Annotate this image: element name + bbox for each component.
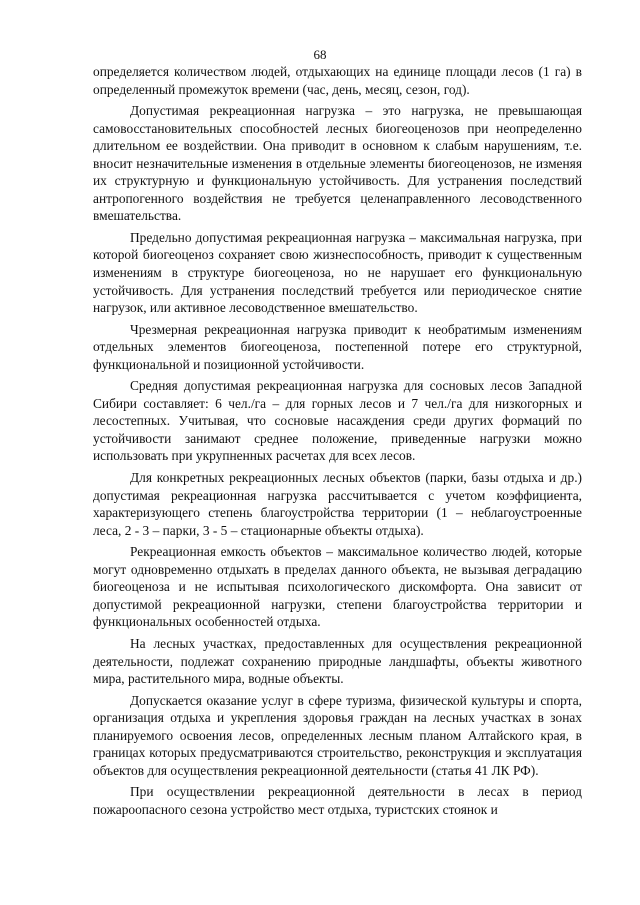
paragraph-average-load: Средняя допустимая рекреационная нагрузка для сосновых лесов Западной Сибири составляет: 6 чел./га – для горных лесов и 7 чел./га для низкогорных и лесостепных. Учитывая, что сосновые насаждения среди других формаций по устойчивости занимают среднее положение, приведенные нагрузки можно использовать при укрупненных расчетах для всех лесов. — [93, 378, 582, 464]
paragraph-specific-objects: Для конкретных рекреационных лесных объектов (парки, базы отдыха и др.) допустимая рекреационная нагрузка рассчитывается с учетом коэффициента, характеризующего степень благоустройства территории (1 – неблагоустроенные леса, 2 - 3 – парки, 3 - 5 – стационарные объекты отдыха). — [93, 470, 582, 538]
paragraph-recreational-capacity: Рекреационная емкость объектов – максимальное количество людей, которые могут одновременно отдыхать в пределах данного объекта, не вызывая деградацию биогеоценоза и не испытывая психологического дискомфорта. Она зависит от допустимой рекреационной нагрузки, степени благоустройства территории и функциональных особенностей отдыха. — [93, 544, 582, 630]
paragraph-permissible-load: Допустимая рекреационная нагрузка – это нагрузка, не превышающая самовосстановительных способностей лесных биогеоценозов при неопределенно длительном ее воздействии. Она приводит в основном к слабым нарушениям, т.е. вносит незначительные изменения в отдельные элементы биогеоценозов, не изменяя их структурную и функциональную устойчивость. Для устранения последствий антропогенного воздействия не требуется целенаправленного лесоводственного вмешательства. — [93, 103, 582, 224]
page-number: 68 — [313, 47, 327, 62]
paragraph-landscape-preservation: На лесных участках, предоставленных для осуществления рекреационной деятельности, подлежат сохранению природные ландшафты, объекты животного мира, растительного мира, водные объекты. — [93, 635, 582, 687]
document-body — [93, 63, 582, 822]
paragraph-fire-season: При осуществлении рекреационной деятельности в лесах в период пожароопасного сезона устройство мест отдыха, туристских стоянок и — [93, 784, 582, 817]
paragraph-allowed-services: Допускается оказание услуг в сфере туризма, физической культуры и спорта, организация отдыха и укрепления здоровья граждан на лесных участках в зонах планируемого освоения лесов, определенных лесным планом Алтайского края, в границах которых предусматриваются строительство, реконструкция и эксплуатация объектов для осуществления рекреационной деятельности (статья 41 ЛК РФ). — [93, 692, 582, 778]
paragraph-continuation: определяется количеством людей, отдыхающих на единице площади лесов (1 га) в определенный промежуток времени (час, день, месяц, сезон, год). — [93, 64, 582, 97]
paragraph-excessive-load: Чрезмерная рекреационная нагрузка приводит к необратимым изменениям отдельных элементов биогеоценоза, постепенной потере его структурной, функциональной и позиционной устойчивости. — [93, 321, 582, 372]
paragraph-max-permissible-load: Предельно допустимая рекреационная нагрузка – максимальная нагрузка, при которой биогеоценоз сохраняет свою жизнеспособность, приводит к существенным изменениям в структуре биогеоценоза, но не нарушает его функциональную устойчивость. Для устранения последствий требуется или периодическое снятие нагрузок, или активное лесоводственное вмешательство. — [93, 229, 582, 316]
